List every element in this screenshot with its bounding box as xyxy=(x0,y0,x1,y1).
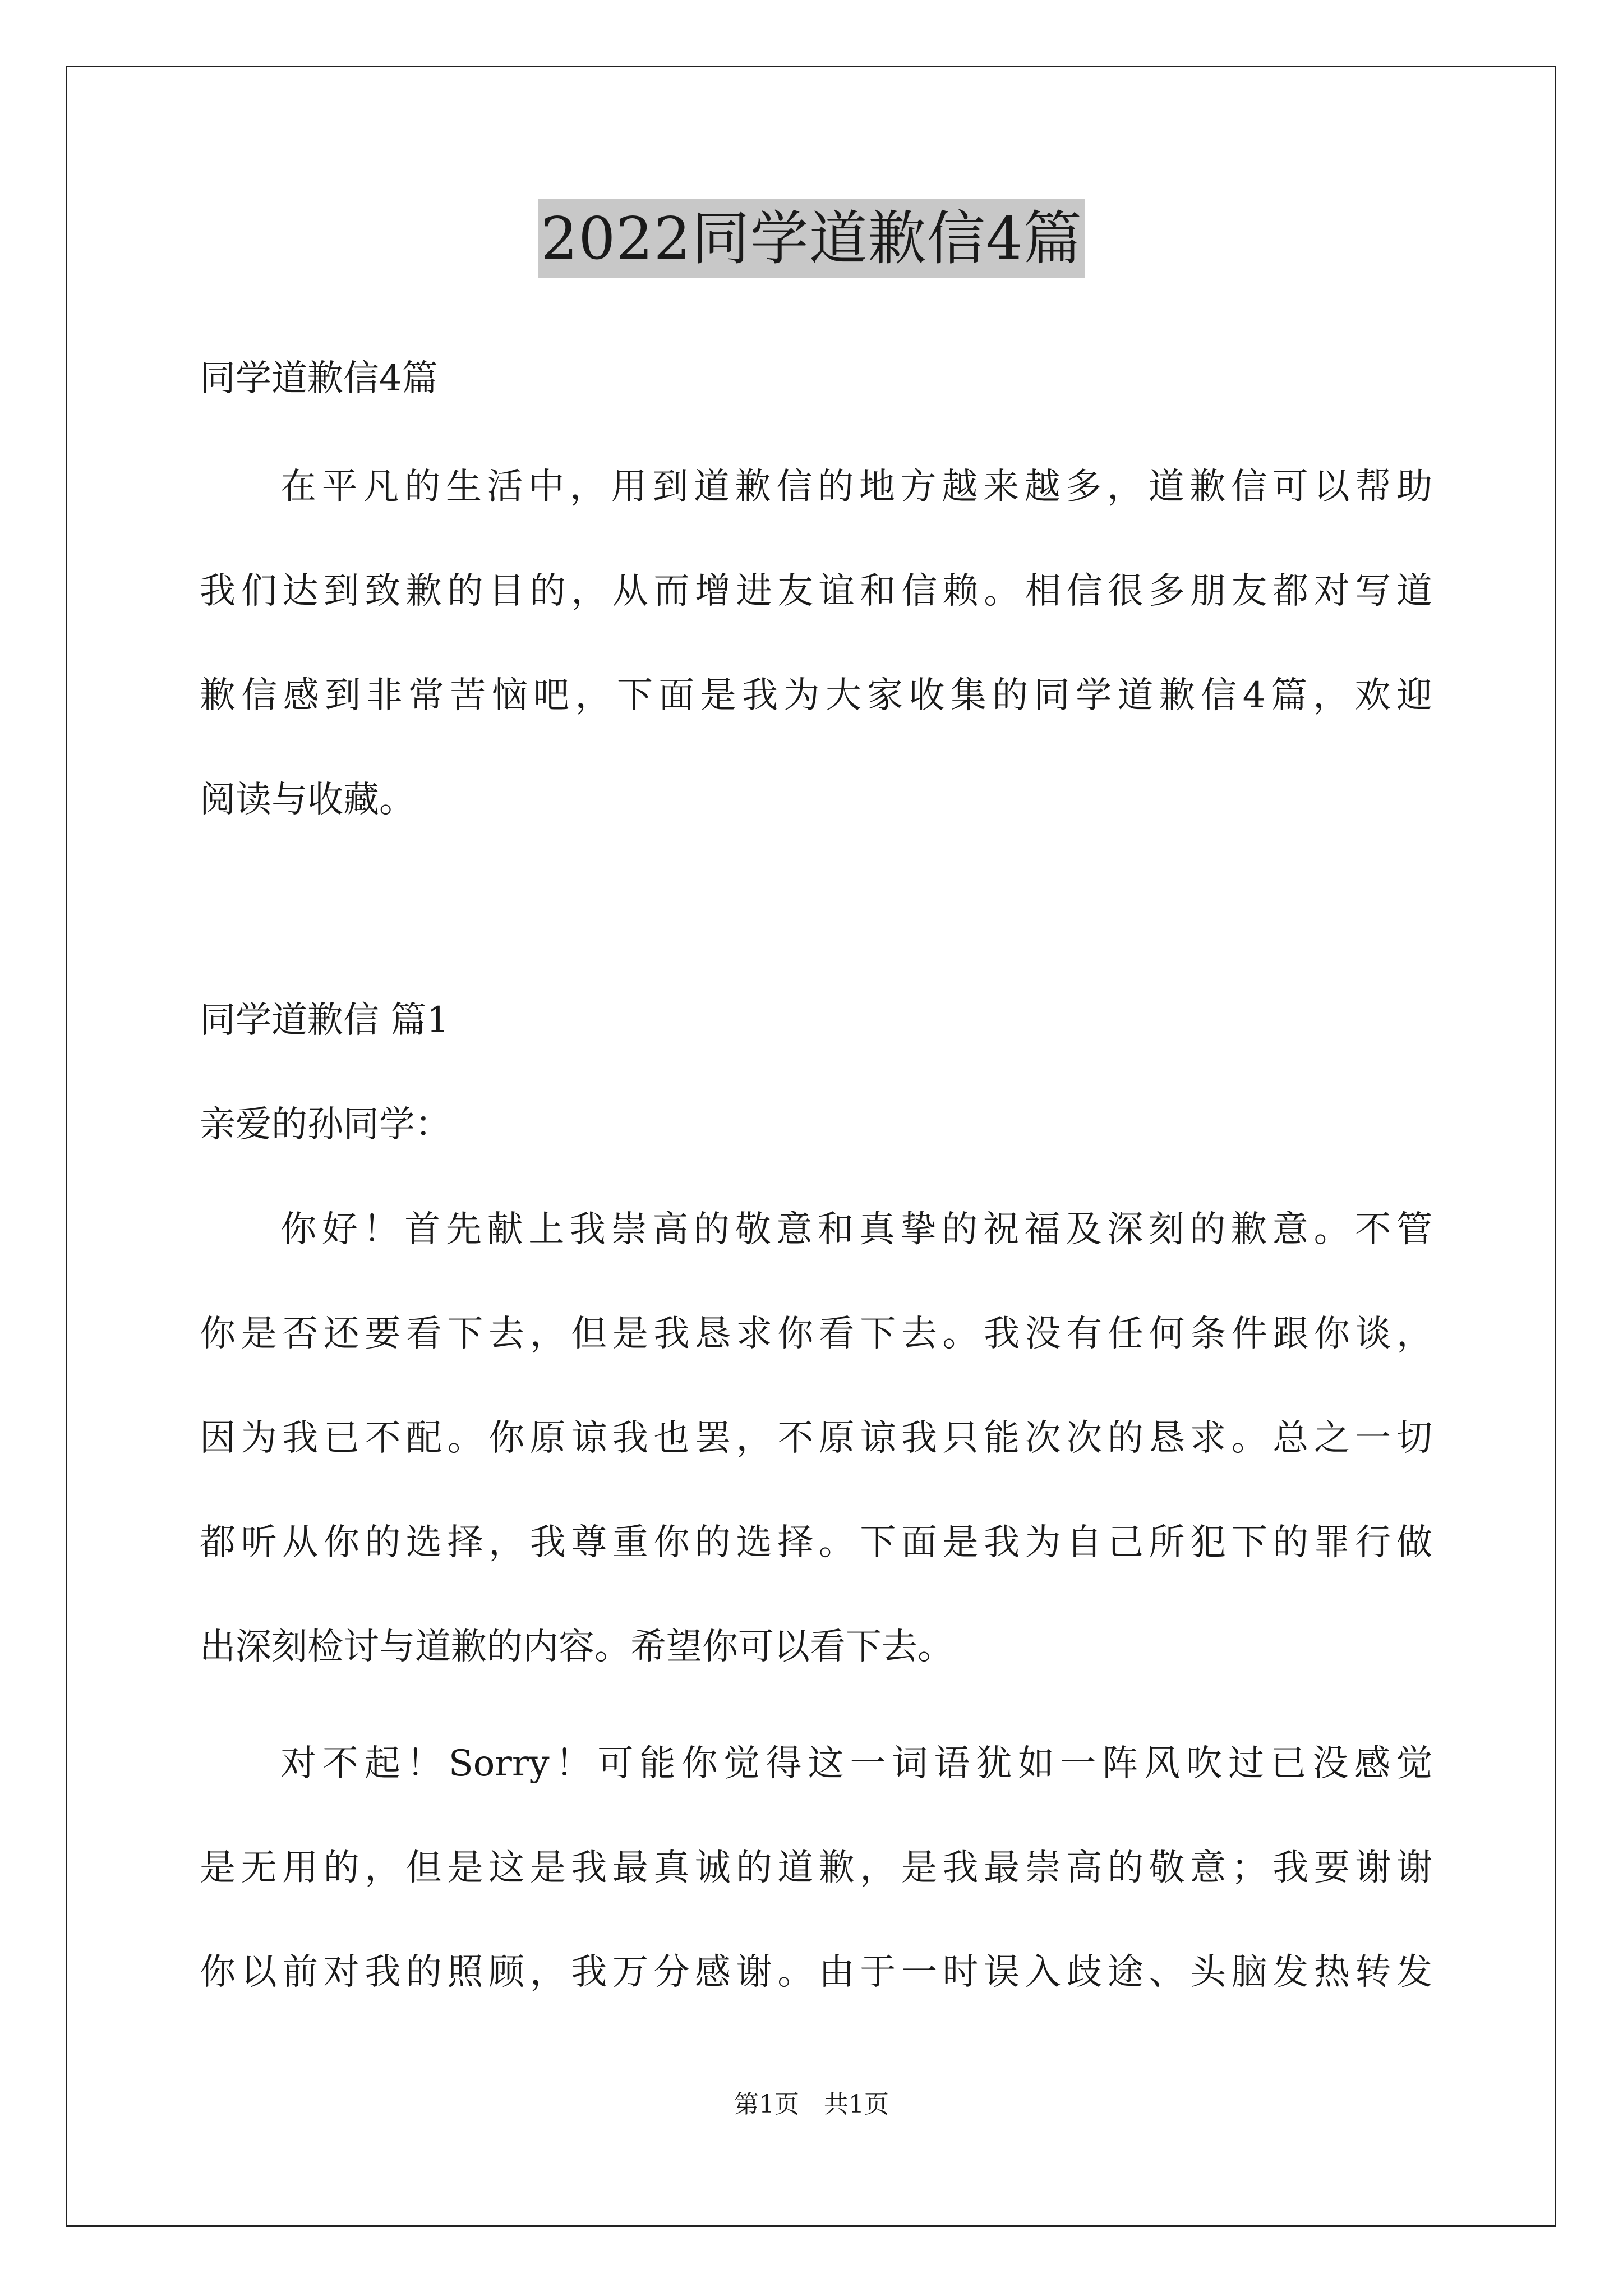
paragraph-line: 你以前对我的照顾，我万分感谢。由于一时误入歧途、头脑发热转发 xyxy=(200,1952,1432,1993)
salutation: 亲爱的孙同学： xyxy=(200,1104,451,1145)
document-subtitle: 同学道歉信4篇 xyxy=(200,358,438,399)
intro-line: 我们达到致歉的目的，从而增进友谊和信赖。相信很多朋友都对写道 xyxy=(200,570,1432,612)
intro-line: 阅读与收藏。 xyxy=(200,779,415,821)
document-title: 2022同学道歉信4篇 xyxy=(538,199,1085,278)
section-heading: 同学道歉信 篇1 xyxy=(200,1000,450,1041)
paragraph-line: 是无用的，但是这是我最真诚的道歉，是我最崇高的敬意；我要谢谢 xyxy=(200,1847,1432,1889)
paragraph-line: 对不起！Sorry！可能你觉得这一词语犹如一阵风吹过已没感觉 xyxy=(280,1743,1432,1784)
paragraph-line: 都听从你的选择，我尊重你的选择。下面是我为自己所犯下的罪行做 xyxy=(200,1522,1432,1563)
paragraph-line: 出深刻检讨与道歉的内容。希望你可以看下去。 xyxy=(200,1626,953,1668)
paragraph-line: 因为我已不配。你原谅我也罢，不原谅我只能次次的恳求。总之一切 xyxy=(200,1418,1432,1459)
page-footer: 第1页 共1页 xyxy=(734,2090,889,2119)
title-container xyxy=(0,199,1623,278)
paragraph-line: 你是否还要看下去，但是我恳求你看下去。我没有任何条件跟你谈， xyxy=(200,1313,1432,1355)
intro-line: 歉信感到非常苦恼吧，下面是我为大家收集的同学道歉信4篇，欢迎 xyxy=(200,675,1432,716)
intro-line: 在平凡的生活中，用到道歉信的地方越来越多，道歉信可以帮助 xyxy=(280,466,1432,508)
paragraph-line: 你好！首先献上我崇高的敬意和真挚的祝福及深刻的歉意。不管 xyxy=(280,1209,1432,1250)
